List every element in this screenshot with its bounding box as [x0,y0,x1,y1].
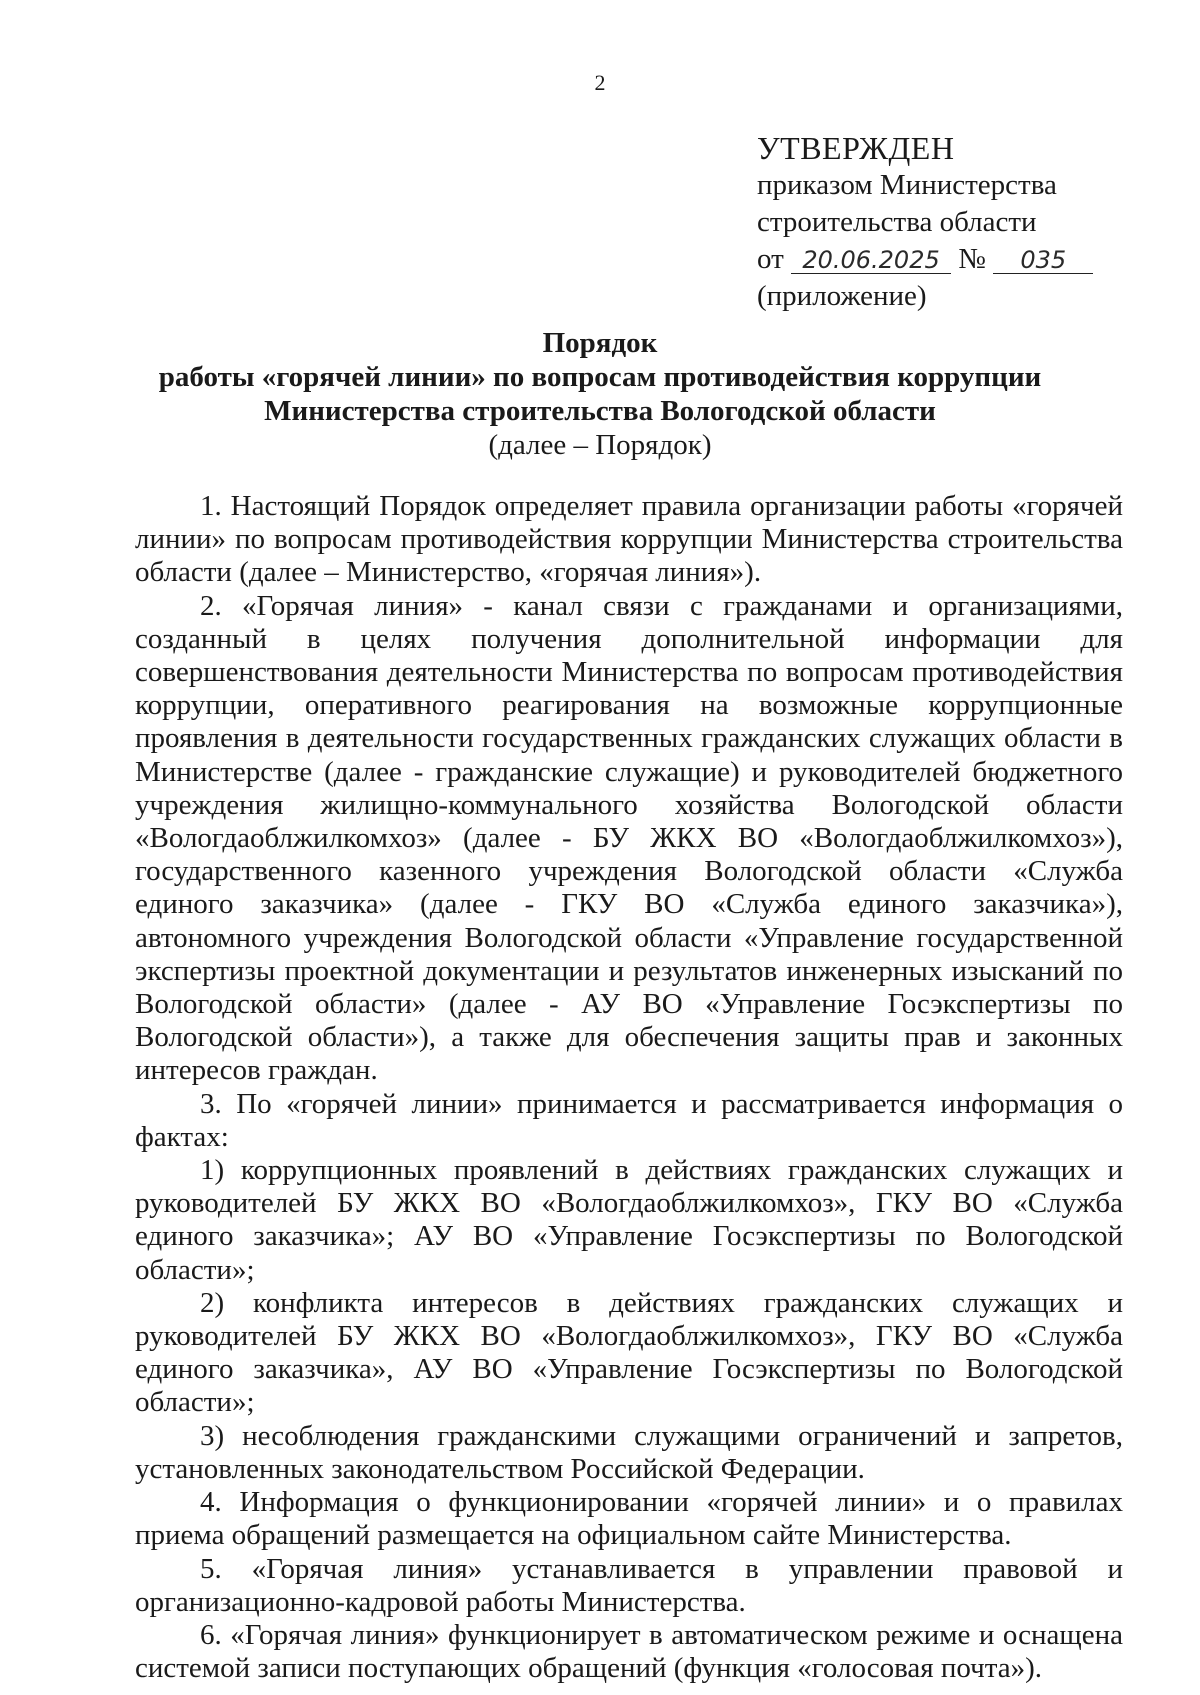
approval-note: (приложение) [757,280,927,312]
paragraph-3-item-1: 1) коррупционных проявлений в действиях гражданских служащих и руководителей БУ ЖКХ ВО «Вологдаоблжилкомхоз», ГКУ ВО «Служба единого заказчика»; АУ ВО «Управление Госэкспертизы по Вологодской области»; [135,1154,1123,1286]
paragraph-3-item-3: 3) несоблюдения гражданскими служащими ограничений и запретов, установленных законодательством Российской Федерации. [135,1419,1123,1485]
approval-date-line [757,241,1093,278]
title-line-1: Порядок [542,327,658,359]
approval-stamp [757,130,1093,315]
paragraph-3-item-2: 2) конфликта интересов в действиях гражданских служащих и руководителей БУ ЖКХ ВО «Вологдаоблжилкомхоз», ГКУ ВО «Служба единого заказчика», АУ ВО «Управление Госэкспертизы по Вологодской области»; [135,1286,1123,1419]
paragraph-2: 2. «Горячая линия» - канал связи с гражданами и организациями, созданный в целях получения дополнительной информации для совершенствования деятельности Министерства по вопросам противодействия коррупции, оперативного реагирования на возможные коррупционные проявления в деятельности государственных гражданских служащих области в Министерстве (далее - гражданские служащие) и руководителей бюджетного учреждения жилищно-коммунального хозяйства Вологодской области «Вологдаоблжилкомхоз» (далее - БУ ЖКХ ВО «Вологдаоблжилкомхоз»), государственного казенного учреждения Вологодской области «Служба единого заказчика» (далее - ГКУ ВО «Служба единого заказчика»), автономного учреждения Вологодской области «Управление государственной экспертизы проектной документации и результатов инженерных изысканий по Вологодской области» (далее - АУ ВО «Управление Госэкспертизы по Вологодской области»), а также для обеспечения защиты прав и законных интересов граждан. [135,589,1123,1087]
paragraph-3: 3. По «горячей линии» принимается и рассматривается информация о фактах: [135,1087,1123,1153]
approval-line-order: приказом Министерства [757,169,1057,201]
title-line-4: (далее – Порядок) [488,429,712,461]
approval-title: УТВЕРЖДЕН [757,130,955,166]
paragraph-6: 6. «Горячая линия» функционирует в автоматическом режиме и оснащена системой записи поступающих обращений (функция «голосовая почта»). [135,1618,1123,1685]
document-body [135,490,1123,1685]
title-line-3: Министерства строительства Вологодской области [264,395,936,427]
handwritten-date: 20.06.2025 [791,247,951,274]
page-number: 2 [594,70,606,95]
paragraph-5: 5. «Горячая линия» устанавливается в управлении правовой и организационно-кадровой работы Министерства. [135,1552,1123,1618]
handwritten-number: 035 [993,247,1093,274]
number-prefix: № [958,243,986,275]
date-prefix: от [757,243,784,275]
paragraph-4: 4. Информация о функционировании «горячей линии» и о правилах приема обращений размещается на официальном сайте Министерства. [135,1486,1123,1552]
title-line-2: работы «горячей линии» по вопросам противодействия коррупции [158,361,1042,393]
document-title [0,326,1200,462]
approval-line-ministry: строительства области [757,206,1037,238]
paragraph-1: 1. Настоящий Порядок определяет правила организации работы «горячей линии» по вопросам противодействия коррупции Министерства строительства области (далее – Министерство, «горячая линия»). [135,490,1123,589]
